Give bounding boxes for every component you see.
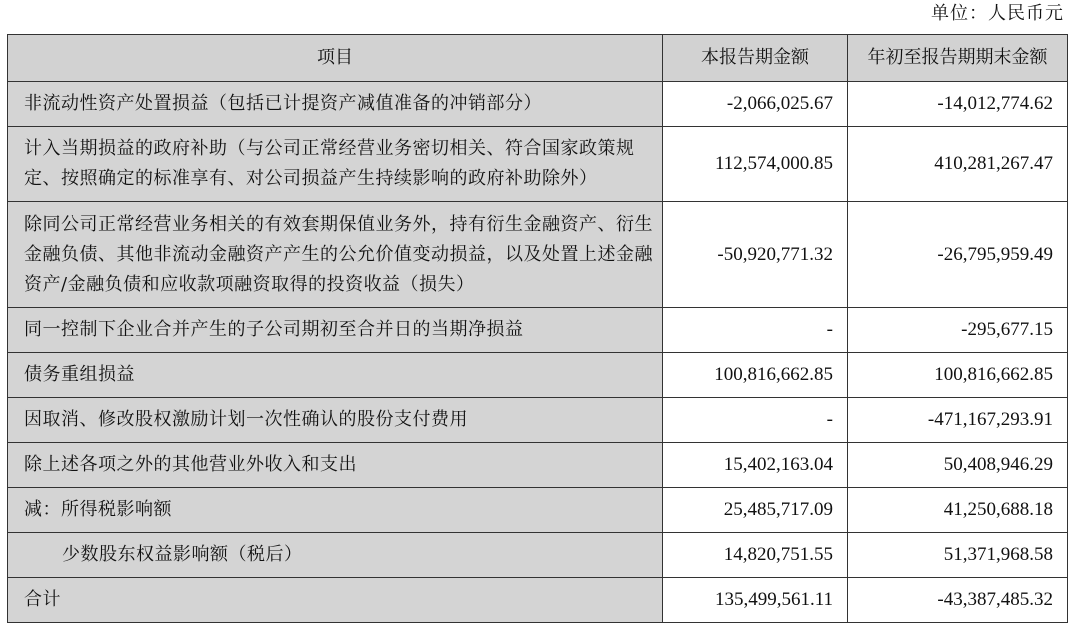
row-item-label: 少数股东权益影响额（税后） bbox=[8, 533, 663, 578]
row-item-label: 除同公司正常经营业务相关的有效套期保值业务外，持有衍生金融资产、衍生金融负债、其他非流动金融资产产生的公允价值变动损益，以及处置上述金融资产/金融负债和应收款项融资取得的投资收益（损失） bbox=[8, 202, 663, 308]
row-item-label: 非流动性资产处置损益（包括已计提资产减值准备的冲销部分） bbox=[8, 82, 663, 127]
row-current-amount: 14,820,751.55 bbox=[663, 533, 848, 578]
row-item-label: 除上述各项之外的其他营业外收入和支出 bbox=[8, 443, 663, 488]
header-row bbox=[8, 35, 1068, 82]
row-item-label: 减：所得税影响额 bbox=[8, 488, 663, 533]
row-ytd-amount: 50,408,946.29 bbox=[848, 443, 1068, 488]
row-current-amount: 15,402,163.04 bbox=[663, 443, 848, 488]
total-ytd-amount: -43,387,485.32 bbox=[848, 578, 1068, 623]
header-year-to-date: 年初至报告期期末金额 bbox=[848, 35, 1068, 82]
table-row bbox=[8, 82, 1068, 127]
row-ytd-amount: 410,281,267.47 bbox=[848, 127, 1068, 202]
table-row bbox=[8, 127, 1068, 202]
unit-label: 单位：人民币元 bbox=[931, 3, 1064, 24]
non-recurring-gains-table bbox=[7, 34, 1068, 623]
row-current-amount: 100,816,662.85 bbox=[663, 353, 848, 398]
row-ytd-amount: -471,167,293.91 bbox=[848, 398, 1068, 443]
row-item-label: 债务重组损益 bbox=[8, 353, 663, 398]
table-total-row bbox=[8, 578, 1068, 623]
table-row bbox=[8, 398, 1068, 443]
row-ytd-amount: -14,012,774.62 bbox=[848, 82, 1068, 127]
row-ytd-amount: 41,250,688.18 bbox=[848, 488, 1068, 533]
row-item-label: 计入当期损益的政府补助（与公司正常经营业务密切相关、符合国家政策规定、按照确定的标准享有、对公司损益产生持续影响的政府补助除外） bbox=[8, 127, 663, 202]
header-item: 项目 bbox=[8, 35, 663, 82]
row-ytd-amount: 100,816,662.85 bbox=[848, 353, 1068, 398]
row-item-label: 同一控制下企业合并产生的子公司期初至合并日的当期净损益 bbox=[8, 308, 663, 353]
row-ytd-amount: -26,795,959.49 bbox=[848, 202, 1068, 308]
table-row bbox=[8, 202, 1068, 308]
total-label: 合计 bbox=[8, 578, 663, 623]
header-current-period: 本报告期金额 bbox=[663, 35, 848, 82]
row-current-amount: 25,485,717.09 bbox=[663, 488, 848, 533]
table-row bbox=[8, 533, 1068, 578]
table-row bbox=[8, 443, 1068, 488]
row-ytd-amount: -295,677.15 bbox=[848, 308, 1068, 353]
row-item-label: 因取消、修改股权激励计划一次性确认的股份支付费用 bbox=[8, 398, 663, 443]
table-row bbox=[8, 353, 1068, 398]
row-current-amount: -2,066,025.67 bbox=[663, 82, 848, 127]
total-current-amount: 135,499,561.11 bbox=[663, 578, 848, 623]
row-current-amount: 112,574,000.85 bbox=[663, 127, 848, 202]
row-current-amount: -50,920,771.32 bbox=[663, 202, 848, 308]
row-current-amount: - bbox=[663, 398, 848, 443]
row-ytd-amount: 51,371,968.58 bbox=[848, 533, 1068, 578]
row-current-amount: - bbox=[663, 308, 848, 353]
table-row bbox=[8, 488, 1068, 533]
table-row bbox=[8, 308, 1068, 353]
table-body bbox=[8, 82, 1068, 623]
table-header bbox=[8, 35, 1068, 82]
